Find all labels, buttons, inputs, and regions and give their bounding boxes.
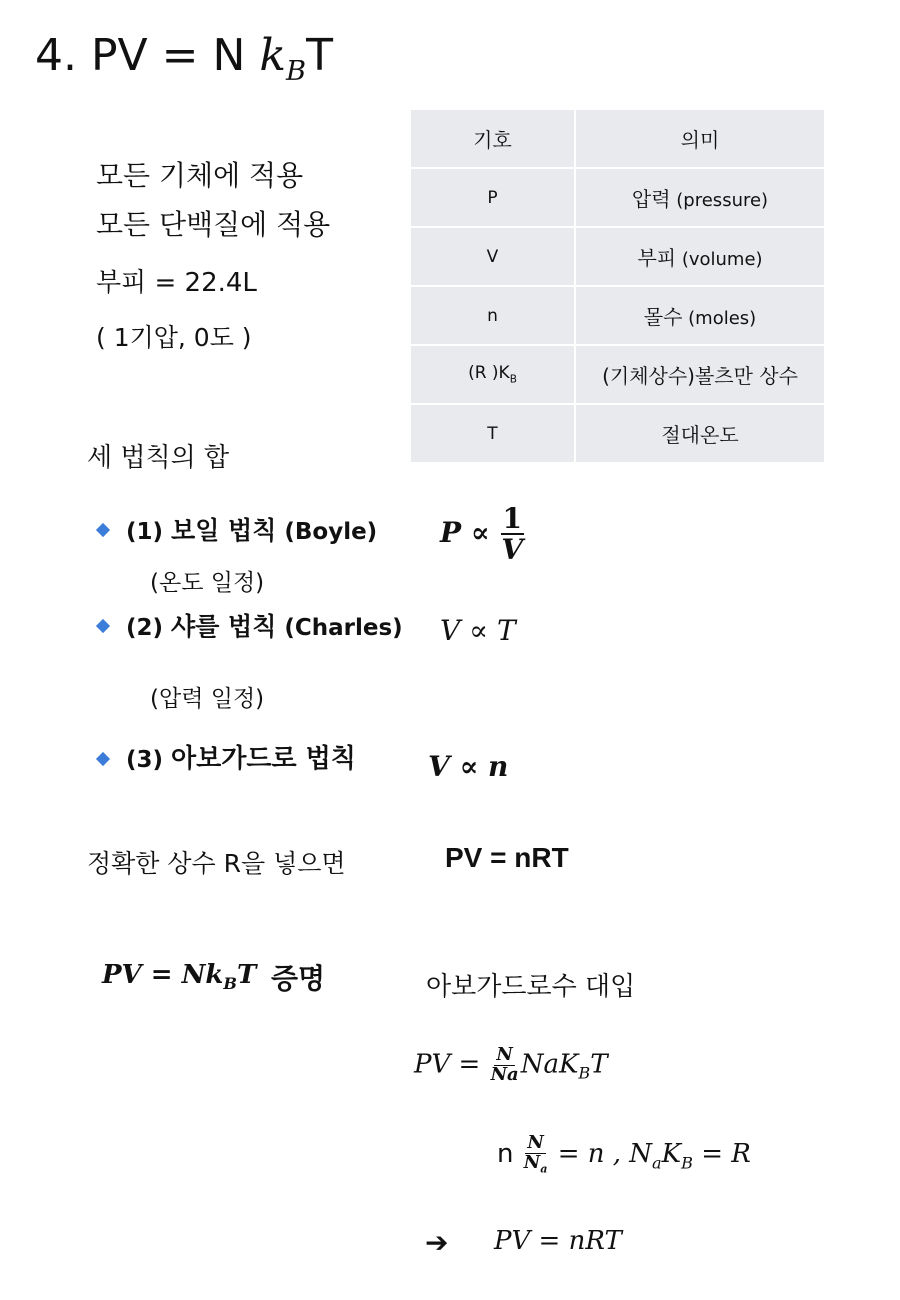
bullet-diamond-icon — [96, 752, 110, 766]
proof-equation-1: PV = $\frac{N}{Na}$ NaK$_B$T — [414, 1044, 608, 1085]
table-row — [411, 228, 824, 287]
formula-boyle: P ∝ $\frac{1}{V}$ — [440, 502, 524, 567]
arrow-right-icon: ➔ — [425, 1226, 449, 1259]
kb-symbol: $k_B$ — [259, 30, 307, 87]
note-conditions: ( 1기압, 0도 ) — [96, 323, 252, 352]
table-cell-meaning: (기체상수)볼츠만 상수 — [576, 346, 824, 405]
proof-word: 증명 — [271, 962, 326, 995]
section-heading-sum: 세 법칙의 합 — [87, 443, 230, 473]
table-cell-meaning: 절대온도 — [661, 423, 739, 447]
proof-final: PV = nRT — [494, 1226, 622, 1256]
table-cell-symbol: T — [411, 405, 576, 462]
table-cell-symbol: P — [411, 169, 576, 228]
note-proteins: 모든 단백질에 적용 — [96, 208, 331, 241]
note-volume: 부피 = 22.4L — [96, 268, 257, 298]
table-header-row — [411, 110, 824, 169]
law-boyle: (1) 보일 법칙 (Boyle) — [126, 516, 378, 545]
law-charles-condition: (압력 일정) — [150, 686, 265, 712]
ideal-gas-law: PV = nRT — [445, 842, 569, 873]
avogadro-substitution: 아보가드로수 대입 — [426, 972, 636, 1002]
table-cell-meaning: 몰수 (moles) — [576, 287, 824, 346]
table-cell-meaning: 압력 (pressure) — [576, 169, 824, 228]
proof-lhs: PV = $Nk_BT$ — [102, 960, 257, 994]
table-cell-symbol: V — [411, 228, 576, 287]
law-avogadro: (3) 아보가드로 법칙 — [126, 744, 356, 774]
page-title: 4. PV = N $k_BT$ — [35, 30, 333, 87]
exact-constant-label: 정확한 상수 R을 넣으면 — [87, 849, 346, 878]
table-cell-meaning: 부피 (volume) — [576, 228, 824, 287]
table-header-meaning: 의미 — [576, 110, 824, 169]
bullet-diamond-icon — [96, 523, 110, 537]
table-cell-symbol: (R )$K_B$ — [411, 346, 576, 405]
table-row — [411, 287, 824, 346]
table-row — [411, 405, 824, 462]
law-charles: (2) 샤를 법칙 (Charles) — [126, 612, 403, 641]
symbol-table — [411, 110, 824, 462]
bullet-diamond-icon — [96, 619, 110, 633]
table-cell-symbol: n — [411, 287, 576, 346]
note-gases: 모든 기체에 적용 — [96, 159, 304, 192]
table-row — [411, 346, 824, 405]
law-boyle-condition: (온도 일정) — [150, 570, 265, 596]
formula-charles: V ∝ T — [440, 614, 516, 647]
table-header-symbol: 기호 — [411, 110, 576, 169]
formula-avogadro: V ∝ n — [428, 750, 509, 783]
table-row — [411, 169, 824, 228]
proof-equation-2: n $\frac{N}{N_a}$ = n , $N_aK_B = R$ — [497, 1132, 751, 1176]
